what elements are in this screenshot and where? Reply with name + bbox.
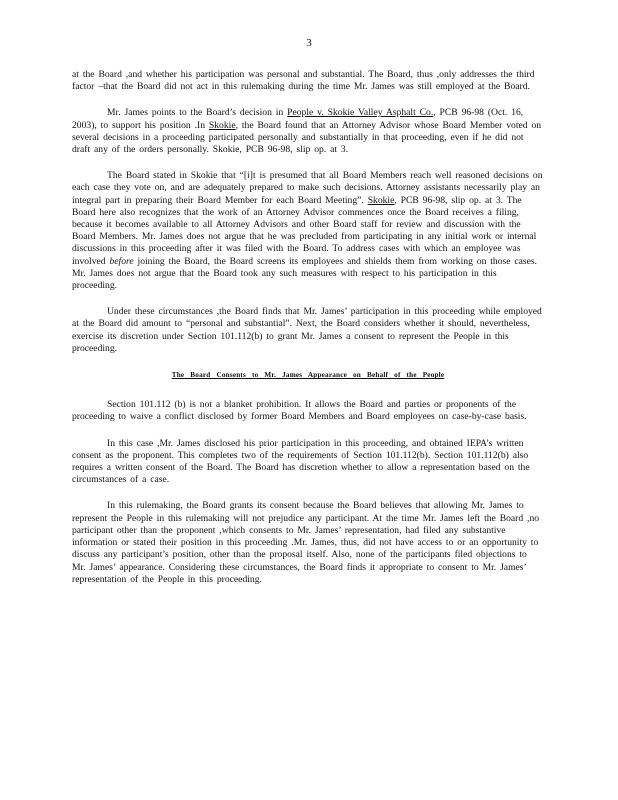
p2-text-mid: , PCB 96-98 (Oct. 16, 2003), to support his position .In: [72, 107, 524, 131]
paragraph-1: at the Board ,and whether his participation was personal and substantial. The Board, thus ,only addresses the third factor –that the Board did not act in this rulemaking during the time Mr. James was still employed at the Board.: [72, 69, 535, 93]
p2-skokie-cite: Skokie: [208, 119, 236, 131]
p2-text-pre: Mr. James points to the Board’s decision in: [107, 107, 288, 119]
paragraph-5: Section 101.112 (b) is not a blanket prohibition. It allows the Board and parties or proponents of the proceeding to waive a conflict disclosed by former Board Members and Board employees on case-by-case basis.: [72, 399, 527, 423]
paragraph-7: In this rulemaking, the Board grants its consent because the Board believes that allowing Mr. James to represent the People in this rulemaking will not prejudice any participant. At the time Mr. James left the Board ,no participant other than the proponent ,which consents to Mr. James’ representation, had filed any substantive information or stated their position in this proceeding .Mr. James, thus, did not have access to or an opportunity to discuss any participant’s position, other than the proposal itself. Also, none of the participants filed objections to Mr. James’ appearance. Considering these circumstances, the Board finds it appropriate to consent to Mr. James’ representation of the People in this proceeding.: [72, 500, 540, 585]
p3-text-mid: , PCB 96-98, slip op. at 3. The Board here also recognizes that the work of an Attorney Advisor commences once the Board receives a filing, because it becomes available to all Attorney Advisors and other Board staff for review and discussion with the Board Members. Mr. James does not argue that he was precluded from participating in any initial work or internal discussions in this proceeding after it was filed with the Board. To address cases with which an employee was involved: [72, 194, 537, 267]
p2-text-post: , the Board found that an Attorney Advisor whose Board Member voted on several decisions in a proceeding participated personally and substantially in that proceeding, even if he did not draft any of the orders personally. Skokie, PCB 96-98, slip op. at 3.: [72, 119, 542, 156]
section-heading-text: The Board Consents to Mr. James Appearance on Behalf of the People: [171, 371, 445, 380]
p3-text-end: joining the Board, the Board screens its employees and shields them from working on those cases. Mr. James does not argue that the Board took any such measures with respect to his participation in this proceeding.: [72, 255, 538, 292]
p3-before-emphasis: before: [109, 255, 134, 267]
p3-text-pre: The Board stated in Skokie that “[i]t is presumed that all Board Members reach well reasoned decisions on each case they vote on, and are adequately prepared to make such decisions. Attorney assistants necessarily play an integral part in preparing their Board Member for each Board Meeting”.: [72, 170, 543, 206]
paragraph-2: [72, 107, 544, 156]
paragraph-6: In this case ,Mr. James disclosed his prior participation in this proceeding, and obtained IEPA’s written consent as the proponent. This completes two of the requirements of Section 101.112(b). Section 101.112(b) also requires a written consent of the Board. The Board has discretion whether to allow a representation based on the circumstances of a case.: [72, 437, 530, 486]
paragraph-3: [72, 170, 544, 292]
document-body: [72, 69, 544, 600]
paragraph-4: Under these circumstances ,the Board finds that Mr. James’ participation in this proceeding while employed at the Board did amount to “personal and substantial”. Next, the Board considers whether it should, nevertheless, exercise its discretion under Section 101.112(b) to grant Mr. James a consent to represent the People in this proceeding.: [72, 306, 542, 354]
section-heading: [72, 369, 544, 381]
p3-skokie-cite: Skokie: [367, 194, 395, 206]
page-number: 3: [306, 37, 312, 49]
p2-case-name: People v. Skokie Valley Asphalt Co.: [287, 107, 434, 119]
